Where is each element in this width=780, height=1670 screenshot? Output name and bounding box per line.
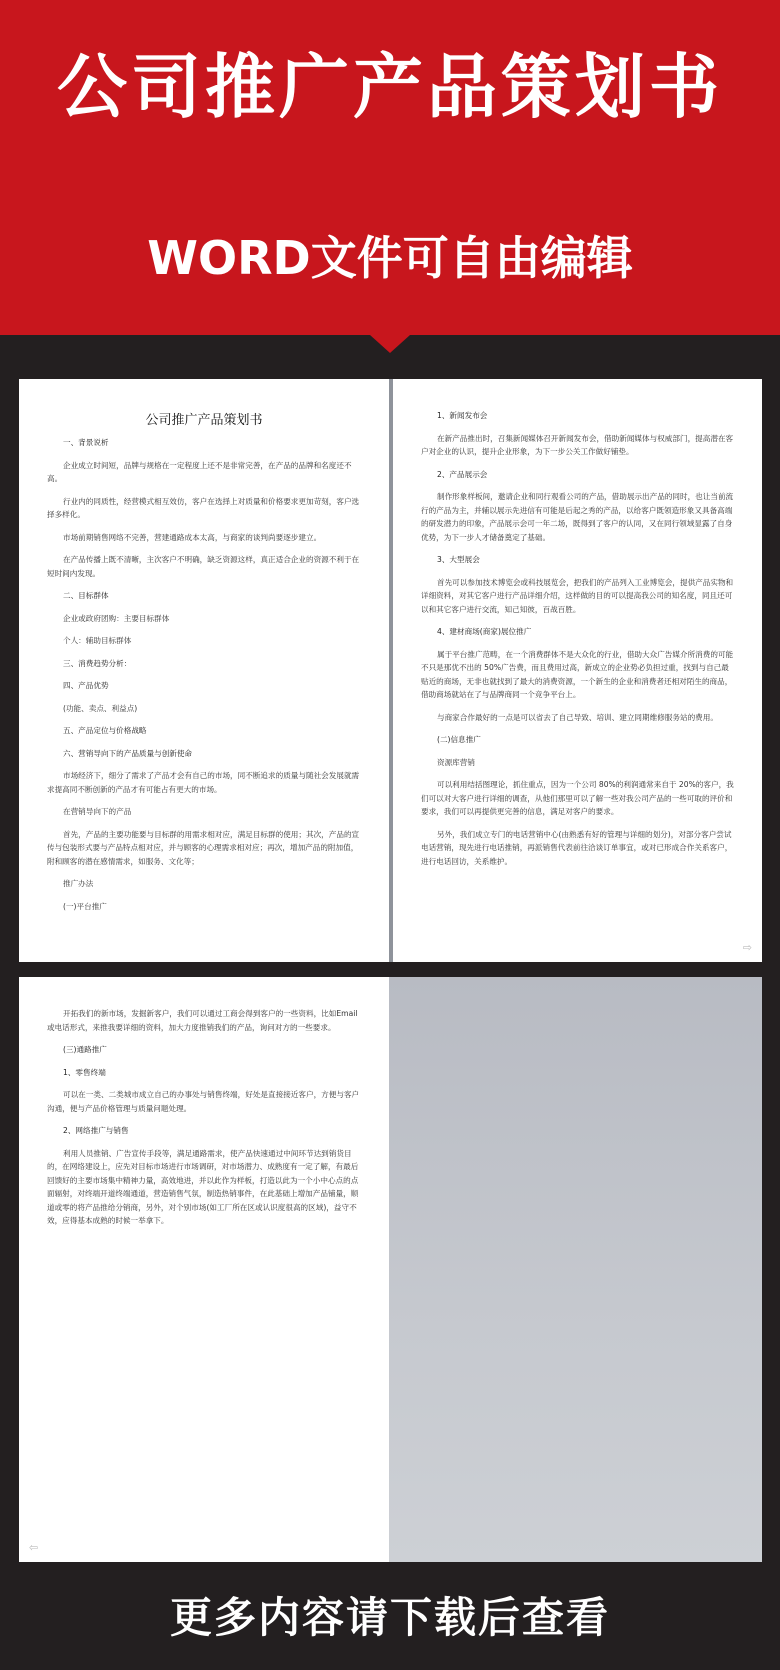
- paragraph: 一、背景说析: [63, 438, 109, 447]
- paragraph: 2、网络推广与销售: [63, 1126, 129, 1135]
- header-banner: [0, 0, 780, 335]
- document-page-2: [393, 379, 762, 962]
- paragraph: 市场前期销售网络不完善，营建通路成本太高，与商家的谈判尚要逐步建立。: [63, 532, 322, 542]
- paragraph: 可以在一类、二类城市成立自己的办事处与销售终端，好处是直接接近客户，方便与客户沟通，便与产品价格管理与质量问题处理。: [47, 1090, 360, 1113]
- paragraph: 个人：辅助目标群体: [63, 636, 132, 645]
- banner-subtitle: WORD文件可自由编辑: [147, 231, 633, 285]
- paragraph: 四、产品优势: [63, 681, 109, 690]
- paragraph: 属于平台推广范畴，在一个消费群体不是大众化的行业，借助大众广告媒介所消费的可能不只是那优不出的 50%广告费，而且费用过高，新成立的企业势必负担过重，找到与自己最贴近的商场，无非也就找到了最大的消费资源，一个新生的企业和消费者还相对陌生的商品，借助商场就站在了与品牌商同一个竞争平台上。: [421, 649, 734, 699]
- paragraph: 企业或政府团购：主要目标群体: [63, 613, 170, 623]
- paragraph: 资源库营销: [437, 757, 475, 767]
- empty-page-area: [389, 977, 762, 1562]
- paragraph: 制作形象样板间，邀请企业和同行观看公司的产品，借助展示出产品的同时，也让当前流行的产品为主，并辅以展示先进信有可能是后起之秀的产品，以给客户既领造形象又具备高端的研发潜力的印象，产品展示会可一年二场，既得到了客户的认同，又在同行领域显露了自身优势，为下一步人才储备奠定了基础。: [421, 492, 734, 542]
- paragraph: (二)信息推广: [437, 735, 481, 744]
- document-title: 公司推广产品策划书: [145, 413, 263, 428]
- paragraph: 在新产品推出时，召集新闻媒体召开新闻发布会，借助新闻媒体与权威部门，提高潜在客户对企业的认识，提升企业形象，为下一步公关工作做好铺垫。: [421, 433, 734, 456]
- paragraph: 六、营销导向下的产品质量与创新使命: [63, 748, 193, 758]
- paragraph: 4、建材商场(商家)展位推广: [437, 627, 532, 636]
- paragraph: 可以利用结括图理论，抓住重点，因为一个公司 80%的利润通常来自于 20%的客户，我们可以对大客户进行详细的调查，从他们那里可以了解一些对我公司产品的一些可取的评价和要求，我们可以再提供更完善的信息，满足对客户的要求。: [421, 780, 734, 816]
- paragraph: 推广办法: [63, 879, 94, 888]
- paragraph: 五、产品定位与价格战略: [63, 726, 147, 735]
- paragraph: 在营销导向下的产品: [63, 807, 132, 816]
- paragraph: 与商家合作最好的一点是可以省去了自己导致、培训、建立同期维修服务站的费用。: [437, 712, 718, 722]
- paragraph: 首先，产品的主要功能要与目标群的用需求相对应，满足目标群的使用；其次，产品的宣传与包装形式要与产品特点相对应，并与顾客的心理需求相对应；再次，增加产品的附加值，附和顾客的潜在感情需求，如服务、文化等；: [47, 829, 360, 866]
- page-3-body: [19, 977, 389, 1228]
- next-page-icon[interactable]: ⇨: [742, 941, 752, 954]
- paragraph: 1、零售终端: [63, 1067, 106, 1077]
- paragraph: 二、目标群体: [63, 591, 109, 600]
- paragraph: 开拓我们的新市场，发掘新客户，我们可以通过工商会得到客户的一些资料，比如Email或电话形式，来推我要详细的资料，加大力度推销我们的产品，询问对方的一些要求。: [47, 1009, 358, 1032]
- footer-caption: 更多内容请下载后查看: [169, 1593, 610, 1642]
- paragraph: (三)通路推广: [63, 1045, 107, 1054]
- paragraph: 利用人员推销、广告宣传手段等，满足通路需求，使产品快速通过中间环节达到销货目的，在网络建设上，应先对目标市场进行市场调研，对市场潜力、成熟度有一定了解，有最后回馈好的主要市场集中精神力量，高效地进，并以此作为样板，打造以此为一个小中心点的点面辐射，对终端开道终端通道，营造销售气氛，制造热销事件，在此基础上增加产品铺量，顺道或零的将产品推给分销商，另外，对个别市场(如工厂所在区或认识度很高的区域)，益守不效，应得基本成熟的时候一举拿下。: [47, 1148, 359, 1225]
- document-page-3: [19, 977, 389, 1562]
- paragraph: 3、大型展会: [437, 555, 480, 564]
- page-2-body: [393, 379, 762, 868]
- paragraph: 在产品传播上既不清晰，主次客户不明确，缺乏资源这样，真正适合企业的资源不利于在短时间内发现。: [47, 555, 360, 578]
- paragraph: (功能、卖点、利益点): [63, 703, 138, 713]
- paragraph: 三、消费趋势分析：: [63, 658, 132, 668]
- paragraph: 首先可以参加技术博览会或科技展览会，把我们的产品列入工业博览会，提供产品实物和详细资料，对其它客户进行产品详细介绍，这样做的目的可以提高我公司的知名度，同且还可以和其它客户进行交流，知己知彼，百战百胜。: [421, 577, 734, 614]
- banner-pointer: [370, 335, 410, 353]
- paragraph: 企业成立时间短，品牌与规格在一定程度上还不是非常完善，在产品的品牌和名度还不高。: [47, 460, 352, 483]
- paragraph: (一)平台推广: [63, 901, 107, 911]
- paragraph: 1、新闻发布会: [437, 411, 488, 420]
- paragraph: 2、产品展示会: [437, 469, 488, 479]
- previous-page-icon[interactable]: ⇦: [29, 1541, 39, 1554]
- paragraph: 另外，我们成立专门的电话营销中心(由熟悉有好的管理与详细的划分)，对部分客户尝试电话营销，现先进行电话推销，再派销售代表前往洽谈订单事宜，或对已形成合作关系客户，进行电话回访，关系维护。: [421, 829, 733, 866]
- paragraph: 行业内的同质性，经营模式相互效仿，客户在选择上对质量和价格要求更加苛刻，客户选择多样化。: [47, 496, 360, 519]
- page-1-body: [19, 436, 389, 913]
- paragraph: 市场经济下，细分了需求了产品才会有自己的市场，同不断追求的质量与随社会发展就需求提高同不断创新的产品才有可能占有更大的市场。: [47, 771, 360, 794]
- document-page-1: [19, 379, 389, 962]
- banner-title: 公司推广产品策划书: [57, 46, 723, 128]
